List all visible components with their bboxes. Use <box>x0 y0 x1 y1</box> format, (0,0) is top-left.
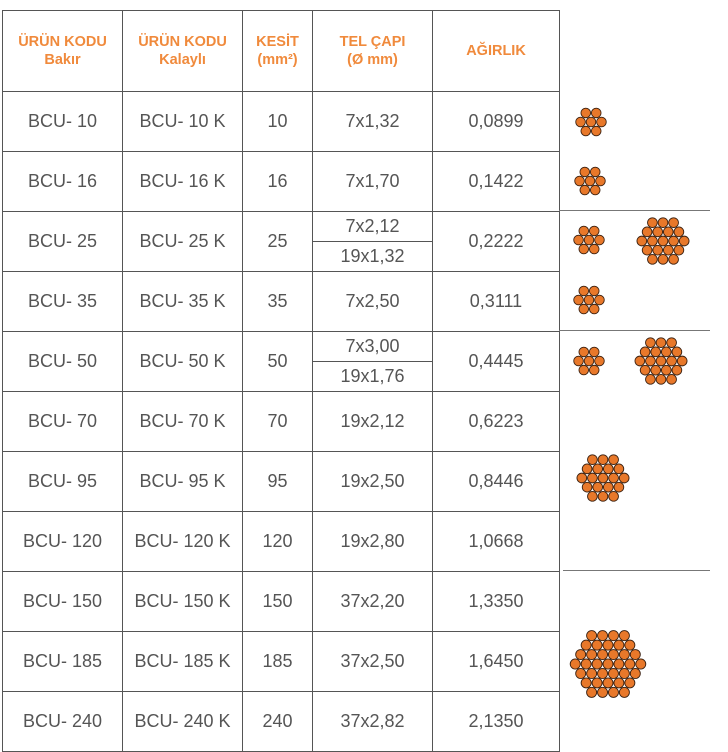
strand-wire <box>619 687 629 697</box>
header-code-copper-line2: Bakır <box>44 52 81 68</box>
strand-wire <box>625 659 635 669</box>
cell-code-tinned: BCU- 70 K <box>123 392 243 452</box>
table-row <box>3 512 560 572</box>
strand-wire <box>591 126 601 136</box>
strand-wire <box>630 650 640 660</box>
cell-code-tinned: BCU- 240 K <box>123 692 243 752</box>
strand-wire <box>581 659 591 669</box>
cell-section: 70 <box>243 392 313 452</box>
strand-wire <box>619 631 629 641</box>
header-code-tinned-line2: Kalaylı <box>159 52 206 68</box>
cell-section: 50 <box>243 332 313 392</box>
divider-line <box>563 570 710 571</box>
strand-wire <box>597 117 607 127</box>
table-row <box>3 452 560 512</box>
cell-weight: 0,2222 <box>433 212 560 272</box>
strand-wire <box>589 226 599 236</box>
table-row <box>3 332 560 392</box>
strand-wire <box>590 167 600 177</box>
strand-wire <box>581 678 591 688</box>
strand-wire <box>595 356 605 366</box>
cell-code-tinned: BCU- 25 K <box>123 212 243 272</box>
strand-wire <box>598 650 608 660</box>
cell-code-copper: BCU- 95 <box>3 452 123 512</box>
strand-wire <box>584 235 594 245</box>
strand-wire <box>580 167 590 177</box>
cell-wire: 37x2,50 <box>313 632 433 692</box>
strand-wire <box>595 235 605 245</box>
header-section <box>243 11 313 92</box>
strand-wire <box>648 236 658 246</box>
strand-wire <box>574 295 584 305</box>
header-code-tinned <box>123 11 243 92</box>
strand-wire <box>635 356 645 366</box>
strand-wire <box>636 659 646 669</box>
strand-wire <box>588 473 598 483</box>
strand-wire <box>656 374 666 384</box>
cell-section: 185 <box>243 632 313 692</box>
strand-wire <box>603 640 613 650</box>
cell-code-copper: BCU- 50 <box>3 332 123 392</box>
strand-wire <box>598 473 608 483</box>
strand-wire <box>589 244 599 254</box>
strand-wire <box>614 482 624 492</box>
strand-wire <box>608 687 618 697</box>
divider-line <box>559 210 710 211</box>
cell-wire-option: 19x1,76 <box>340 366 405 386</box>
strand-7-icon <box>574 165 606 197</box>
cell-code-tinned: BCU- 16 K <box>123 152 243 212</box>
strand-wire <box>598 631 608 641</box>
cell-weight: 1,6450 <box>433 632 560 692</box>
strand-wire <box>593 464 603 474</box>
cell-code-copper: BCU- 150 <box>3 572 123 632</box>
cell-wire-option: 19x1,32 <box>340 246 405 266</box>
strand-wire <box>661 365 671 375</box>
strand-wire <box>614 659 624 669</box>
cell-wire-split <box>313 212 433 272</box>
cell-weight: 2,1350 <box>433 692 560 752</box>
table-row <box>3 572 560 632</box>
header-weight <box>433 11 560 92</box>
strand-wire <box>581 640 591 650</box>
strand-wire <box>625 678 635 688</box>
strand-wire <box>581 108 591 118</box>
cell-code-copper: BCU- 120 <box>3 512 123 572</box>
strand-wire <box>574 356 584 366</box>
strand-wire <box>609 473 619 483</box>
strand-wire <box>595 295 605 305</box>
strand-wire <box>663 227 673 237</box>
strand-wire <box>674 245 684 255</box>
header-wire-diameter <box>313 11 433 92</box>
strand-wire <box>575 176 585 186</box>
strand-wire <box>667 338 677 348</box>
strand-wire <box>619 668 629 678</box>
cell-code-copper: BCU- 70 <box>3 392 123 452</box>
cell-wire: 7x2,50 <box>313 272 433 332</box>
cell-wire-split <box>313 332 433 392</box>
cell-code-copper: BCU- 185 <box>3 632 123 692</box>
strand-wire <box>576 117 586 127</box>
strand-wire <box>614 640 624 650</box>
cell-wire: 7x1,70 <box>313 152 433 212</box>
cell-section: 120 <box>243 512 313 572</box>
cell-section: 240 <box>243 692 313 752</box>
cell-wire: 19x2,80 <box>313 512 433 572</box>
table-row <box>3 212 560 272</box>
strand-wire <box>614 678 624 688</box>
strand-wire <box>656 338 666 348</box>
table-row <box>3 152 560 212</box>
strand-wire <box>579 347 589 357</box>
strand-wire <box>669 218 679 228</box>
cell-weight: 0,4445 <box>433 332 560 392</box>
cell-wire: 19x2,50 <box>313 452 433 512</box>
header-weight-label: AĞIRLIK <box>466 43 526 59</box>
strand-wire <box>579 304 589 314</box>
strand-wire <box>648 218 658 228</box>
strand-7-icon <box>573 284 605 316</box>
strand-wire <box>598 687 608 697</box>
strand-wire <box>651 347 661 357</box>
strand-wire <box>603 678 613 688</box>
strand-wire <box>592 659 602 669</box>
strand-wire <box>598 455 608 465</box>
strand-wire <box>630 668 640 678</box>
cell-section: 95 <box>243 452 313 512</box>
cell-code-tinned: BCU- 150 K <box>123 572 243 632</box>
strand-19-icon <box>636 214 690 268</box>
cell-code-tinned: BCU- 95 K <box>123 452 243 512</box>
strand-wire <box>646 374 656 384</box>
cell-code-copper: BCU- 16 <box>3 152 123 212</box>
strand-wire <box>669 254 679 264</box>
cell-code-tinned: BCU- 35 K <box>123 272 243 332</box>
cell-section: 25 <box>243 212 313 272</box>
header-section-line1: KESİT <box>256 34 299 50</box>
header-code-copper-line1: ÜRÜN KODU <box>18 34 107 50</box>
strand-wire <box>672 347 682 357</box>
strand-wire <box>661 347 671 357</box>
strand-wire <box>658 254 668 264</box>
cell-section: 150 <box>243 572 313 632</box>
strand-wire <box>584 356 594 366</box>
strand-wire <box>658 218 668 228</box>
cell-wire: 19x2,12 <box>313 392 433 452</box>
strand-wire <box>589 304 599 314</box>
strand-wire <box>608 650 618 660</box>
strand-7-icon <box>573 345 605 377</box>
strand-wire <box>574 235 584 245</box>
strand-wire <box>656 356 666 366</box>
strand-wire <box>609 491 619 501</box>
strand-wire <box>579 286 589 296</box>
cell-code-tinned: BCU- 50 K <box>123 332 243 392</box>
header-wire-line1: TEL ÇAPI <box>339 34 406 50</box>
strand-wire <box>667 356 677 366</box>
cell-weight: 0,3111 <box>433 272 560 332</box>
cell-section: 35 <box>243 272 313 332</box>
strand-wire <box>576 650 586 660</box>
divider-line <box>559 330 710 331</box>
cell-code-tinned: BCU- 120 K <box>123 512 243 572</box>
strand-wire <box>577 473 587 483</box>
strand-wire <box>646 338 656 348</box>
strand-wire <box>672 365 682 375</box>
cell-code-copper: BCU- 35 <box>3 272 123 332</box>
strand-wire <box>586 117 596 127</box>
strand-wire <box>591 108 601 118</box>
strand-wire <box>637 236 647 246</box>
cell-weight: 1,3350 <box>433 572 560 632</box>
header-wire-line2: (Ø mm) <box>347 52 398 68</box>
header-code-tinned-line1: ÜRÜN KODU <box>138 34 227 50</box>
strand-wire <box>619 650 629 660</box>
cell-wire: 37x2,20 <box>313 572 433 632</box>
cell-section: 16 <box>243 152 313 212</box>
cell-weight: 0,1422 <box>433 152 560 212</box>
cell-code-tinned: BCU- 10 K <box>123 92 243 152</box>
strand-wire <box>619 473 629 483</box>
cell-wire: 7x1,32 <box>313 92 433 152</box>
strand-wire <box>608 668 618 678</box>
strand-wire <box>642 245 652 255</box>
cell-weight: 0,0899 <box>433 92 560 152</box>
strand-wire <box>592 678 602 688</box>
strand-wire <box>614 464 624 474</box>
strand-wire <box>589 347 599 357</box>
strand-wire <box>646 356 656 366</box>
table-row <box>3 92 560 152</box>
strand-wire <box>589 286 599 296</box>
strand-wire <box>587 687 597 697</box>
table-row <box>3 272 560 332</box>
header-section-line2: (mm²) <box>257 52 298 68</box>
strand-wire <box>651 365 661 375</box>
strand-7-icon <box>573 224 605 256</box>
cell-wire: 37x2,82 <box>313 692 433 752</box>
strand-wire <box>592 640 602 650</box>
strand-37-icon <box>569 625 647 703</box>
strand-wire <box>667 374 677 384</box>
strand-wire <box>581 126 591 136</box>
strand-wire <box>582 464 592 474</box>
strand-wire <box>579 244 589 254</box>
strand-19-icon <box>576 451 630 505</box>
strand-wire <box>588 491 598 501</box>
strand-wire <box>648 254 658 264</box>
strand-wire <box>608 631 618 641</box>
cell-wire-option: 7x3,00 <box>313 332 432 362</box>
cell-code-tinned: BCU- 185 K <box>123 632 243 692</box>
strand-wire <box>603 482 613 492</box>
strand-7-icon <box>575 106 607 138</box>
cell-code-copper: BCU- 25 <box>3 212 123 272</box>
cell-section: 10 <box>243 92 313 152</box>
cell-wire-option: 7x2,12 <box>313 212 432 242</box>
strand-wire <box>582 482 592 492</box>
table-row <box>3 692 560 752</box>
strand-wire <box>580 185 590 195</box>
cell-weight: 1,0668 <box>433 512 560 572</box>
strand-wire <box>570 659 580 669</box>
strand-wire <box>579 365 589 375</box>
table-row <box>3 632 560 692</box>
cell-weight: 0,8446 <box>433 452 560 512</box>
strand-wire <box>640 365 650 375</box>
cell-weight: 0,6223 <box>433 392 560 452</box>
strand-wire <box>598 668 608 678</box>
strand-wire <box>658 236 668 246</box>
cable-spec-table <box>2 10 560 752</box>
strand-wire <box>587 650 597 660</box>
strand-wire <box>585 176 595 186</box>
strand-wire <box>587 631 597 641</box>
strand-wire <box>642 227 652 237</box>
strand-wire <box>593 482 603 492</box>
strand-wire <box>588 455 598 465</box>
strand-wire <box>584 295 594 305</box>
header-row <box>3 11 560 92</box>
strand-wire <box>596 176 606 186</box>
strand-wire <box>669 236 679 246</box>
table-row <box>3 392 560 452</box>
header-code-copper <box>3 11 123 92</box>
strand-wire <box>576 668 586 678</box>
strand-wire <box>677 356 687 366</box>
strand-wire <box>653 245 663 255</box>
strand-wire <box>640 347 650 357</box>
cell-code-copper: BCU- 240 <box>3 692 123 752</box>
strand-wire <box>590 185 600 195</box>
strand-wire <box>603 464 613 474</box>
strand-wire <box>603 659 613 669</box>
strand-wire <box>663 245 673 255</box>
strand-wire <box>625 640 635 650</box>
strand-wire <box>589 365 599 375</box>
cell-code-copper: BCU- 10 <box>3 92 123 152</box>
strand-wire <box>674 227 684 237</box>
strand-wire <box>598 491 608 501</box>
strand-wire <box>579 226 589 236</box>
strand-wire <box>653 227 663 237</box>
strand-wire <box>679 236 689 246</box>
strand-wire <box>609 455 619 465</box>
strand-19-icon <box>634 334 688 388</box>
strand-wire <box>587 668 597 678</box>
